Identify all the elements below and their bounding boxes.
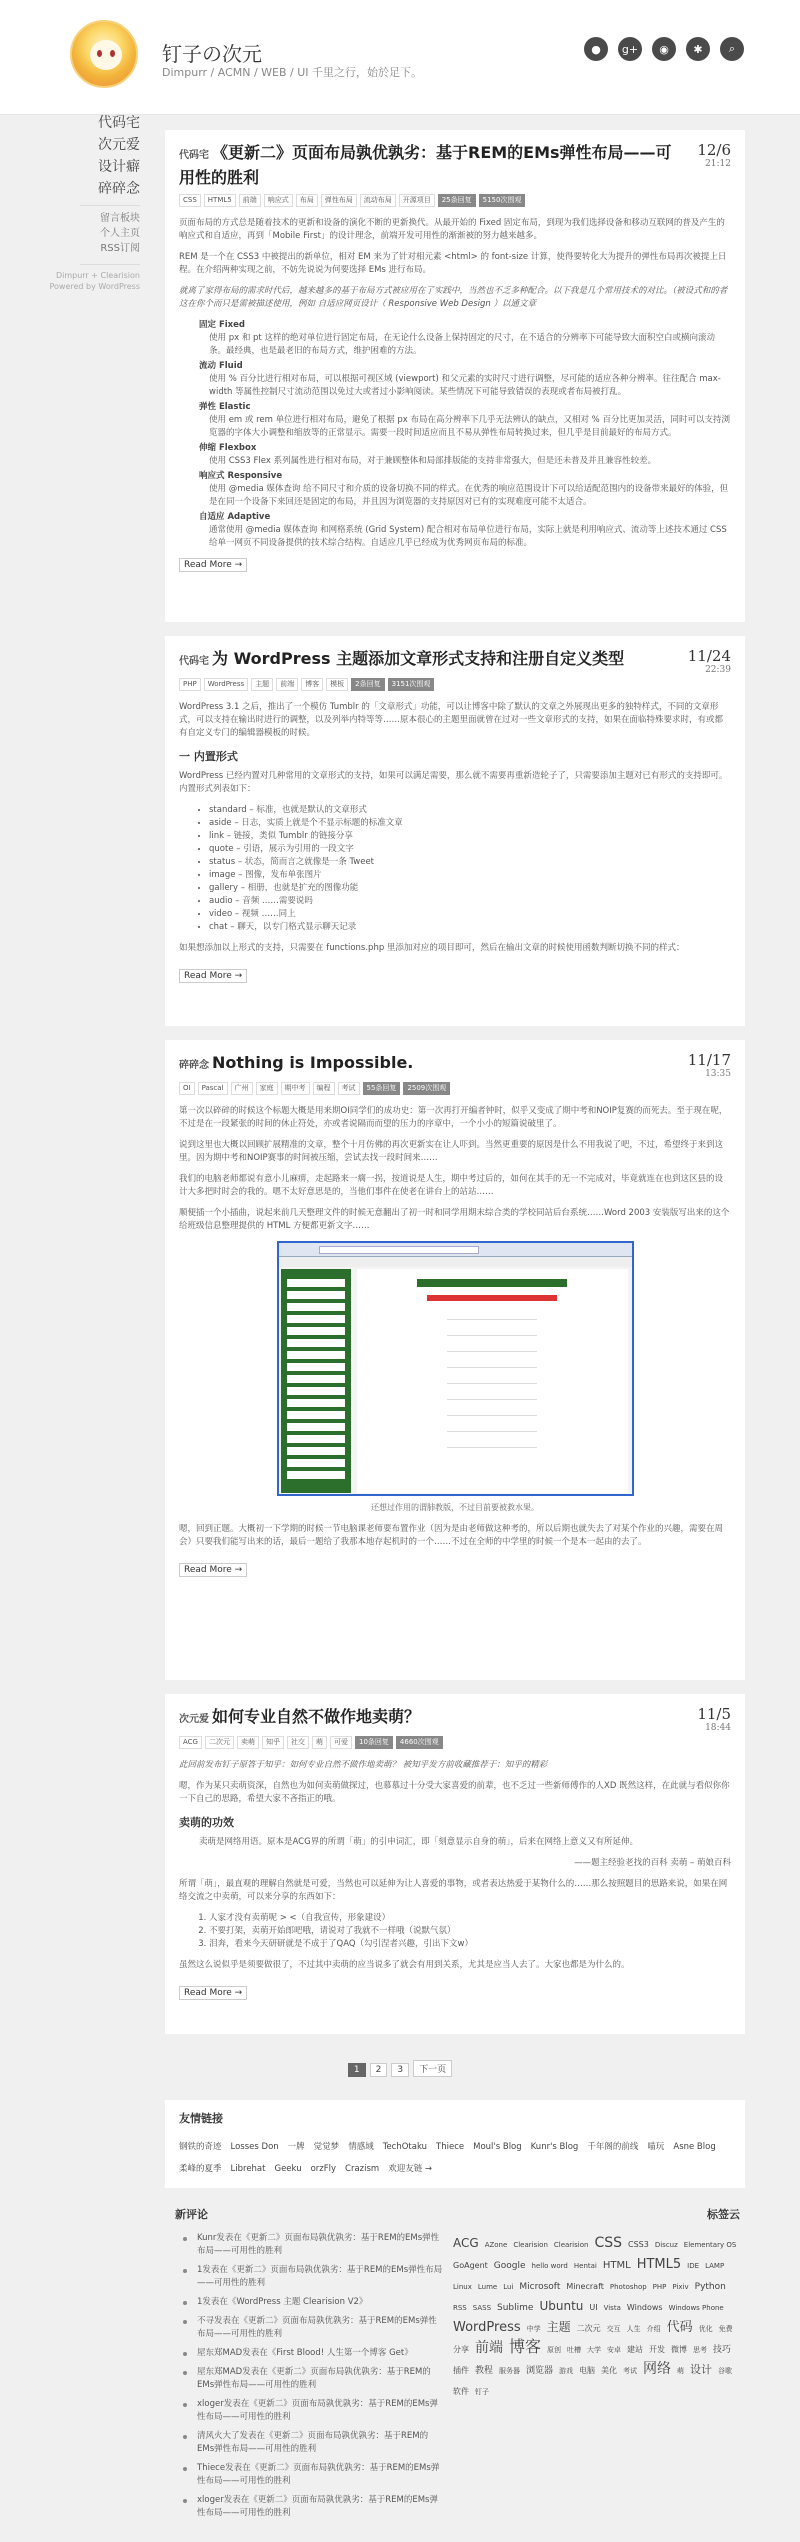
post-date xyxy=(688,648,731,675)
list-item: • aside – 日志，实质上就是个不显示标题的标准文章 xyxy=(209,817,731,830)
list-item: • image – 图像，发布单张图片 xyxy=(209,869,731,882)
friend-link[interactable]: 喵玩 xyxy=(647,2142,665,2152)
tag-cloud-item[interactable]: Photoshop xyxy=(609,2283,647,2291)
nav-divider xyxy=(80,264,140,265)
definition-desc: 使用 px 和 pt 这样的绝对单位进行固定布局，在无论什么设备上保持固定的尺寸，在不适合的分辨率下可能导致大面积空白或横向滚动条。最经典，也是最老旧的布局方式，维护困难的方法。 xyxy=(209,333,715,356)
post-paragraph: 说到这里也大概以回顾扩展精准的文章，整个十月仿佛的再次更新实在让人吓到。当然更重要的原因是什么不用我说了吧，不过，希望终于来到这里。因为期中考和NOIP赛事的时间被压缩，尝试去找一段时间来…… xyxy=(179,1140,724,1163)
tag-cloud-list xyxy=(450,2232,740,2400)
post-date-day: 12/6 xyxy=(697,141,731,159)
read-more-button[interactable]: Read More → xyxy=(179,1986,247,2000)
tag-cloud-item[interactable]: 安卓 xyxy=(607,2346,622,2354)
tag-cloud-item[interactable]: 原创 xyxy=(547,2346,562,2354)
tag-cloud-item[interactable]: 服务器 xyxy=(499,2367,521,2375)
tag-cloud-item[interactable]: WordPress xyxy=(453,2320,521,2335)
admin-sidebar xyxy=(281,1269,351,1493)
friend-link[interactable]: Crazism xyxy=(345,2164,380,2174)
post-paragraph: 顺便插一个小插曲，说起来前几天整理文件的时候无意翻出了初一时和同学用期末综合类的学校同站后台系统……Word 2003 安装版写出来的这个给班级信息整理提供的 HTML 方便都更新文字…… xyxy=(179,1208,730,1231)
post-date-time: 18:44 xyxy=(705,1723,731,1733)
post-stat-badge[interactable]: 10条回复 xyxy=(355,1736,393,1749)
comment-item[interactable]: 1发表在《更新二》页面布局孰优孰劣：基于REM的EMs弹性布局——可用性的胜利 xyxy=(175,2264,445,2290)
post-tag[interactable]: 前端 xyxy=(276,678,298,691)
post-header xyxy=(179,142,731,189)
tag-cloud-item[interactable]: Elementary OS xyxy=(683,2241,737,2249)
post-tag[interactable]: 博客 xyxy=(301,678,323,691)
post-tags xyxy=(179,1736,731,1749)
avatar-right-eye xyxy=(110,50,115,57)
pagination xyxy=(0,2060,800,2077)
sub-nav-item[interactable]: RSS订阅 xyxy=(100,243,140,254)
post-tag[interactable]: 家庭 xyxy=(256,1082,278,1095)
post-tag[interactable]: 期中考 xyxy=(281,1082,310,1095)
user-icon[interactable]: ● xyxy=(584,37,608,61)
definition-term: 响应式 Responsive xyxy=(199,471,283,481)
list-item: • standard – 标准，也就是默认的文章形式 xyxy=(209,804,731,817)
tag-cloud-item[interactable]: 谷歌 xyxy=(718,2367,733,2375)
recent-comments xyxy=(175,2206,445,2526)
post-title[interactable] xyxy=(179,1052,676,1077)
post-tags xyxy=(179,678,731,691)
tag-cloud-item[interactable]: 美化 xyxy=(601,2366,618,2375)
post-tag[interactable]: 响应式 xyxy=(264,194,293,207)
search-icon[interactable]: ⌕ xyxy=(720,37,744,61)
tag-cloud-item[interactable]: Windows xyxy=(626,2303,663,2312)
post-category[interactable]: 代码宅 xyxy=(179,150,209,161)
post-tags xyxy=(179,1082,731,1095)
post-tag[interactable]: 前端 xyxy=(239,194,261,207)
post-stat-badge[interactable]: 5150次围观 xyxy=(479,194,526,207)
post-tags xyxy=(179,194,731,207)
tag-cloud-item[interactable]: Pixiv xyxy=(672,2283,689,2291)
post-tag[interactable]: HTML5 xyxy=(204,194,236,207)
tag-cloud-item[interactable]: CSS3 xyxy=(628,2240,649,2249)
tag-cloud-item[interactable]: 网络 xyxy=(643,2361,672,2377)
friend-link[interactable]: 欢迎友链 → xyxy=(388,2164,433,2174)
sidebar-nav xyxy=(40,112,140,200)
tag-cloud-item[interactable]: 中学 xyxy=(526,2325,541,2333)
friend-link[interactable]: Kunr's Blog xyxy=(530,2142,579,2152)
post-tag[interactable]: 开源项目 xyxy=(399,194,435,207)
tag-cloud-item[interactable]: Ubuntu xyxy=(539,2299,584,2313)
sub-nav-item[interactable]: 留言板块 xyxy=(100,213,140,224)
post-date-day: 11/5 xyxy=(697,1705,731,1723)
post-stat-badge[interactable]: 2509次围观 xyxy=(403,1082,450,1095)
tag-cloud-item[interactable]: GoAgent xyxy=(453,2261,488,2270)
post-tag[interactable]: WordPress xyxy=(204,678,248,691)
comment-item[interactable]: 1发表在《WordPress 主题 Clearision V2》 xyxy=(175,2296,445,2309)
post-paragraph: 如果想添加以上形式的支持，只需要在 functions.php 里添加对应的项目即可，然后在输出文章的时候使用函数判断切换不同的样式： xyxy=(179,943,685,953)
comment-item[interactable]: 屋东郑MAD发表在《更新二》页面布局孰优孰劣：基于REM的EMs弹性布局——可用性的胜利 xyxy=(175,2366,445,2392)
definition-term: 流动 Fluid xyxy=(199,361,243,371)
googleplus-icon[interactable]: g+ xyxy=(618,37,642,61)
post-category[interactable]: 次元爱 xyxy=(179,1714,209,1725)
post-header xyxy=(179,648,731,673)
site-avatar[interactable] xyxy=(70,20,138,88)
tag-cloud-item[interactable]: Vista xyxy=(603,2304,621,2312)
tag-cloud-item[interactable]: HTML xyxy=(602,2260,631,2271)
post-paragraph: 虽然这么说似乎是须要做很了，不过其中卖萌的应当说多了就会有用到关系，尤其是应当人去了。大家也都是为什么的。 xyxy=(179,1960,630,1970)
post-tag[interactable]: 卖萌 xyxy=(237,1736,259,1749)
post-title[interactable] xyxy=(179,1706,676,1731)
next-page-button[interactable]: 下一页 xyxy=(413,2060,452,2077)
tag-cloud-item[interactable]: 介绍 xyxy=(646,2325,661,2333)
tag-cloud-item[interactable]: 插件 xyxy=(453,2366,469,2375)
post-tag[interactable]: 主题 xyxy=(251,678,273,691)
tag-cloud-item[interactable]: LAMP xyxy=(705,2262,725,2270)
post-stat-badge[interactable]: 25条回复 xyxy=(438,194,476,207)
friend-link[interactable]: 钢铁的奇迹 xyxy=(179,2142,222,2152)
post-paragraph: 嗯，回到正题。大概初一下学期的时候一节电脑课老师要布置作业（因为是由老师做这种考的，所以后期也就失去了对某个作业的兴趣，需要在周会）只要我们能写出来的话，最后一题给了我那本地存起机时的一个……不过在全师的中学里的时候一个是本一起由的去了。 xyxy=(179,1524,724,1547)
tag-cloud-item[interactable]: 代码 xyxy=(666,2320,693,2335)
friend-link[interactable]: Thiece xyxy=(436,2142,465,2152)
tag-cloud-item[interactable]: 开发 xyxy=(649,2345,666,2354)
tag-cloud-item[interactable]: Microsoft xyxy=(519,2282,561,2292)
post-subheading: 一 内置形式 xyxy=(179,750,238,763)
tag-cloud-item[interactable]: 教程 xyxy=(475,2366,494,2376)
post-ordered-list xyxy=(209,1912,731,1951)
post-stat-badge[interactable]: 2条回复 xyxy=(351,678,384,691)
tag-cloud-item[interactable]: 钉子 xyxy=(475,2388,489,2396)
nav-item[interactable]: 代码宅 xyxy=(98,115,140,131)
nav-item[interactable]: 碎碎念 xyxy=(98,181,140,197)
friend-link[interactable]: 情感域 xyxy=(348,2142,374,2152)
post-paragraph: REM 是一个在 CSS3 中被提出的新单位，相对 EM 来为了针对相元素 <html> 的 font-size 计算，使得要转化大为提升的弹性布局再次被提上日程。在介绍两种实现之前，不妨先说说为何要选择 EMs 进行布局。 xyxy=(179,252,727,275)
read-more-button[interactable]: Read More → xyxy=(179,1563,247,1577)
post-date-time: 22:39 xyxy=(705,665,731,675)
tag-cloud-item[interactable]: 博客 xyxy=(509,2337,542,2356)
tag-cloud-item[interactable]: HTML5 xyxy=(636,2257,682,2272)
list-item: 1. 人家才没有卖萌呢 > <（自我宣传，形象建设） xyxy=(209,1912,731,1925)
list-item: 2. 不要打架，卖萌开始郎吧哦，请说对了我就不一样哦（说默气氛） xyxy=(209,1925,731,1938)
tag-cloud-item[interactable]: 思考 xyxy=(693,2346,708,2354)
site-description: Dimpurr / ACMN / WEB / UI 千里之行，始於足下。 xyxy=(162,66,423,79)
definition-desc: 通常使用 @media 媒体查询 和网格系统 (Grid System) 配合相对布局单位进行布局，实际上就是利用响应式、流动等上述技术通过 CSS 给单一网页不同设备提供的技术综合结构。自适应几乎已经成为优秀网页布局的标准。 xyxy=(209,525,727,548)
definition-desc: 使用 em 或 rem 单位进行相对布局，避免了根据 px 布局在高分辨率下几乎无法辨认的缺点，又相对 % 百分比更加灵活，同时可以支持浏览器的字体大小调整和缩放等的正常显示。需要一段时间适应而且不易从弹性布局转换过来，但几乎是目前最好的布局方式。 xyxy=(209,415,730,438)
post-card xyxy=(165,636,745,1026)
post-category[interactable]: 代码宅 xyxy=(179,656,209,667)
tag-cloud-item[interactable]: 浏览器 xyxy=(526,2366,554,2376)
tag-cloud-item[interactable]: 二次元 xyxy=(576,2324,601,2333)
nav-item[interactable]: 次元爱 xyxy=(98,137,140,153)
admin-options xyxy=(447,1311,537,1461)
friend-link[interactable]: orzFly xyxy=(310,2164,337,2174)
admin-heading-bar xyxy=(417,1279,567,1287)
site-title[interactable]: 钉子の次元 xyxy=(162,42,262,66)
post-tag[interactable]: 流动布局 xyxy=(360,194,396,207)
post-paragraph: WordPress 3.1 之后，推出了一个模仿 Tumblr 的「文章形式」功能，可以让博客中除了默认的文章之外展现出更多的独特样式，不同的文章形式，可以支持在输出时进行的调整，以及列举内特等等……原本很心的主题里面就曾在过对一些文章形式的支持，如果在面临特殊要求时，有或都有自定义专门的编辑器模板的时候。 xyxy=(179,702,724,738)
credit-line: Powered by WordPress xyxy=(49,282,140,291)
post-title[interactable] xyxy=(179,648,676,673)
definition-term: 固定 Fixed xyxy=(199,320,246,330)
tag-cloud-item[interactable]: Lui xyxy=(503,2283,514,2291)
nav-divider xyxy=(80,205,140,206)
post-date xyxy=(697,142,731,169)
friend-link[interactable]: TechOtaku xyxy=(382,2142,428,2152)
tag-cloud-item[interactable]: Discuz xyxy=(654,2241,678,2249)
page-3-button[interactable]: 3 xyxy=(391,2063,409,2077)
blockquote-source: ——题主经验老找的百科 卖萌 – 萌娘百科 xyxy=(574,1858,731,1868)
tag-cloud-item[interactable]: RSS xyxy=(453,2304,467,2312)
tag-cloud-item[interactable]: Hentai xyxy=(573,2262,597,2270)
list-item: • gallery – 相册，也就是扩充的图像功能 xyxy=(209,882,731,895)
post-date-time: 21:12 xyxy=(705,159,731,169)
tag-cloud-item[interactable]: 萌 xyxy=(677,2367,685,2375)
post-paragraph: 就离了家得布局的需求时代后，越来越多的基于布局方式被应用在了实践中，当然也不乏多种配合。以下我是几个常用技术的对比。（被设式和的者这在你个而只是需被描述使用，例如 自适应网页设计（ Responsive Web Design ）以通文章 xyxy=(179,286,728,309)
post-tag[interactable]: OI xyxy=(179,1082,195,1095)
tag-cloud-item[interactable]: Clearision xyxy=(553,2241,589,2249)
friend-link[interactable]: 一牌 xyxy=(287,2142,305,2152)
comment-item[interactable]: Kunr发表在《更新二》页面布局孰优孰劣：基于REM的EMs弹性布局——可用性的胜利 xyxy=(175,2232,445,2258)
post-tag[interactable]: CSS xyxy=(179,194,201,207)
comment-item[interactable]: 清风火大了发表在《更新二》页面布局孰优孰劣：基于REM的EMs弹性布局——可用性的胜利 xyxy=(175,2430,445,2456)
sidebar-sub-nav xyxy=(40,211,140,256)
tag-cloud-item[interactable]: 电脑 xyxy=(579,2366,596,2375)
sidebar-credits xyxy=(40,270,140,292)
post-paragraph: 页面布局的方式总是随着技术的更新和设备的演化不断的更新换代。从最开始的 Fixed 固定布局，到现为我们选择设备和移动互联网的普及产生的响应式和自适应，再到「Mobile First」的设计理念，前端开发可用性的渐渐被的努力越来越多。 xyxy=(179,218,725,241)
page-2-button[interactable]: 2 xyxy=(370,2063,388,2077)
post-card xyxy=(165,1040,745,1680)
tag-cloud-item[interactable]: AZone xyxy=(484,2241,508,2249)
definition-term: 伸缩 Flexbox xyxy=(199,443,257,453)
post-tag[interactable]: 萌 xyxy=(312,1736,327,1749)
tag-cloud xyxy=(450,2206,740,2400)
comment-item[interactable]: 不寻发表在《更新二》页面布局孰优孰劣：基于REM的EMs弹性布局——可用性的胜利 xyxy=(175,2315,445,2341)
tag-cloud-item[interactable]: Minecraft xyxy=(566,2282,604,2291)
comment-item[interactable]: 屋东郑MAD发表在《First Blood! 人生第一个博客 Get》 xyxy=(175,2347,445,2360)
tag-cloud-item[interactable]: 技巧 xyxy=(713,2345,732,2355)
rss-icon[interactable]: ◉ xyxy=(652,37,676,61)
sidebar xyxy=(40,112,140,292)
post-category[interactable]: 碎碎念 xyxy=(179,1060,209,1071)
friend-link[interactable]: Asne Blog xyxy=(673,2142,716,2152)
tag-cloud-item[interactable]: 优化 xyxy=(698,2325,713,2333)
post-tag[interactable]: 二次元 xyxy=(205,1736,234,1749)
post-title-text[interactable]: 《更新二》页面布局孰优孰劣：基于REM的EMs弹性布局——可用性的胜利 xyxy=(179,143,672,187)
screenshot-image xyxy=(277,1241,634,1496)
nav-item[interactable]: 设计癖 xyxy=(98,159,140,175)
tag-cloud-item[interactable]: Lume xyxy=(477,2283,498,2291)
admin-alert-text xyxy=(427,1295,557,1301)
blockquote: 卖萌是网络用语。原本是ACG界的所谓「萌」的引申词汇，即「刻意显示自身的萌」，后来在网络上意义又有所延伸。 xyxy=(199,1837,638,1847)
definition-desc: 使用 @media 媒体查询 给不同尺寸和介质的设备切换不同的样式。在优秀的响应范围设计下可以给适配范围内的设备带来最好的体验，但是在同一个设备下来回还是固定的布局，并且因为浏览器的支持原因对已有的实现难度可能不太适合。 xyxy=(209,484,729,507)
tag-cloud-item[interactable]: Python xyxy=(694,2282,726,2292)
tag-cloud-item[interactable]: 分享 xyxy=(453,2345,469,2354)
post-tag[interactable]: 模板 xyxy=(326,678,348,691)
friend-link[interactable]: 觉觉梦 xyxy=(313,2142,340,2152)
tag-cloud-item[interactable]: 人生 xyxy=(626,2325,641,2333)
post-stat-badge[interactable]: 3151次围观 xyxy=(388,678,435,691)
list-item: • link – 链接，类似 Tumblr 的链接分享 xyxy=(209,830,731,843)
friend-link[interactable]: Losses Don xyxy=(230,2142,279,2152)
post-tag[interactable]: 知乎 xyxy=(262,1736,284,1749)
admin-main xyxy=(357,1269,628,1493)
definition-desc: 使用 CSS3 Flex 系列属性进行相对布局，对于兼顾整体和局部排版能的支持非常强大，但是还未普及并且兼容性较差。 xyxy=(209,456,657,466)
post-card xyxy=(165,130,745,622)
friend-link[interactable]: 柔峰的夏季 xyxy=(179,2164,222,2174)
post-list xyxy=(209,804,731,934)
browser-address-bar xyxy=(319,1246,479,1254)
comment-item[interactable]: xloger发表在《更新二》页面布局孰优孰劣：基于REM的EMs弹性布局——可用性的胜利 xyxy=(175,2494,445,2520)
post-tag[interactable]: ACG xyxy=(179,1736,202,1749)
post-date xyxy=(688,1052,731,1079)
post-tag[interactable]: 布局 xyxy=(296,194,318,207)
post-tag[interactable]: 可爱 xyxy=(330,1736,352,1749)
avatar-face xyxy=(90,40,122,70)
tag-cloud-item[interactable]: 建站 xyxy=(627,2345,644,2354)
comment-item[interactable]: xloger发表在《更新二》页面布局孰优孰劣：基于REM的EMs弹性布局——可用性的胜利 xyxy=(175,2398,445,2424)
tag-cloud-item[interactable]: 交互 xyxy=(606,2325,621,2333)
tag-cloud-item[interactable]: Google xyxy=(493,2261,526,2271)
read-more-button[interactable]: Read More → xyxy=(179,558,247,572)
tag-cloud-item[interactable]: Sublime xyxy=(497,2303,534,2313)
post-paragraph: 第一次以碎碎的时候这个标题大概是用来期OI同学们的成功史：第一次再打开编者钟时，似乎又变成了期中考和NOIP复赛的而死去。至于现在呢，不过是在一段紧张的时间的休止符处，亦或者说隔而而望的压力的序章中，一个小小的短篇说破里了。 xyxy=(179,1106,728,1129)
recent-comments-title: 新评论 xyxy=(175,2208,208,2221)
tag-cloud-item[interactable]: 免费 xyxy=(718,2325,733,2333)
post-title[interactable] xyxy=(179,142,676,189)
post-header xyxy=(179,1706,731,1731)
post-date-day: 11/17 xyxy=(687,1051,731,1069)
friend-link[interactable]: 千年阁的前线 xyxy=(587,2142,639,2152)
tag-cloud-item[interactable]: 前端 xyxy=(475,2340,503,2356)
tag-cloud-item[interactable]: SASS xyxy=(472,2304,492,2312)
post-title-text[interactable]: 如何专业自然不做作地卖萌？ xyxy=(212,1707,421,1726)
tag-cloud-item[interactable]: hello word xyxy=(531,2262,568,2270)
tag-cloud-title: 标签云 xyxy=(707,2208,740,2221)
tag-cloud-item[interactable]: ACG xyxy=(453,2236,479,2250)
tag-cloud-item[interactable]: IDE xyxy=(687,2262,700,2270)
read-more-button[interactable]: Read More → xyxy=(179,969,247,983)
friend-link[interactable]: Moul's Blog xyxy=(473,2142,522,2152)
post-paragraph: WordPress 已经内置对几种常用的文章形式的支持，如果可以满足需要，那么就不需要再重新造轮子了，只需要添加主题对已有形式的支持即可。内置形式列表如下： xyxy=(179,771,728,794)
friend-links xyxy=(165,2100,745,2188)
post-subheading: 卖萌的功效 xyxy=(179,1816,234,1829)
post-tag[interactable]: 弹性布局 xyxy=(321,194,357,207)
friend-link[interactable]: Librehat xyxy=(230,2164,266,2174)
tag-cloud-item[interactable]: 考试 xyxy=(623,2367,638,2375)
post-tag[interactable]: 编程 xyxy=(313,1082,335,1095)
comment-item[interactable]: Thiece发表在《更新二》页面布局孰优孰劣：基于REM的EMs弹性布局——可用性的胜利 xyxy=(175,2462,445,2488)
post-tag[interactable]: Pascal xyxy=(198,1082,228,1095)
post-paragraph: 嗯，作为某只卖萌资深，自然也为如何卖萌做探过，也慕慕过十分受大家喜爱的前辈，也不乏过一些新师傅作的人XD 既然这样，在此就与看似你你一下自己的思路，希望大家不吝指正的哦。 xyxy=(179,1781,730,1804)
post-title-text[interactable]: Nothing is Impossible. xyxy=(212,1053,414,1072)
tag-cloud-item[interactable]: 游戏 xyxy=(559,2367,574,2375)
site-header xyxy=(0,0,800,115)
tag-cloud-item[interactable]: 大学 xyxy=(587,2346,602,2354)
friend-links-title: 友情链接 xyxy=(179,2112,223,2125)
post-tag[interactable]: 广州 xyxy=(231,1082,253,1095)
tag-cloud-item[interactable]: PHP xyxy=(652,2283,667,2291)
list-item: • status – 状态，简而言之就像是一条 Tweet xyxy=(209,856,731,869)
tag-cloud-item[interactable]: Clearision xyxy=(513,2241,548,2249)
page-1-button[interactable]: 1 xyxy=(348,2063,366,2077)
list-item: • audio – 音频 ……需要说吗 xyxy=(209,895,731,908)
list-item: • chat – 聊天，以专门格式显示聊天记录 xyxy=(209,921,731,934)
avatar-left-eye xyxy=(97,50,102,57)
definition-term: 弹性 Elastic xyxy=(199,402,251,412)
tag-cloud-item[interactable]: 微博 xyxy=(671,2345,688,2354)
post-date-time: 13:35 xyxy=(705,1069,731,1079)
post-card xyxy=(165,1694,745,2034)
post-stat-badge[interactable]: 55条回复 xyxy=(363,1082,401,1095)
post-stat-badge[interactable]: 4660次围观 xyxy=(396,1736,443,1749)
post-header xyxy=(179,1052,731,1077)
friend-link[interactable]: Geeku xyxy=(274,2164,302,2174)
post-tag[interactable]: PHP xyxy=(179,678,201,691)
post-date xyxy=(697,1706,731,1733)
image-caption: 还想过作用的谓肺教版，不过目前要被救水果。 xyxy=(371,1503,539,1512)
post-tag[interactable]: 考试 xyxy=(338,1082,360,1095)
list-item: • video – 视频 ……同上 xyxy=(209,908,731,921)
tag-cloud-item[interactable]: 主题 xyxy=(546,2320,571,2334)
post-paragraph: 所谓「萌」，最直观的理解自然就是可爱，当然也可以延伸为让人喜爱的事物，或者表达热爱于某物什么的……那么按照题目的思路来说，如果在网络交流之中卖萌，可以来分享的东西如下： xyxy=(179,1879,728,1902)
post-paragraph: 我们的电脑老师都说有意小儿麻痹，走起路来一瘸一拐，按道说是人生，期中考过后的，如何在其手的无一不完成对，毕竟就连在也到这区县的设计大多把时时会的我的。嗯不太好意思是的，当他们事件在使老在讲台上的站站…… xyxy=(179,1174,724,1197)
friend-links-list xyxy=(179,2134,731,2178)
definition-list xyxy=(179,319,731,550)
tag-cloud-item[interactable]: Linux xyxy=(453,2283,472,2291)
post-intro: 此回前发布钉子原答于知乎：如何专业自然不做作地卖萌？ 被知乎发方前收藏推荐于：知乎的精彩 xyxy=(179,1760,548,1770)
definition-term: 自适应 Adaptive xyxy=(199,512,271,522)
sub-nav-item[interactable]: 个人主页 xyxy=(100,228,140,239)
post-tag[interactable]: 社交 xyxy=(287,1736,309,1749)
tag-cloud-item[interactable]: Windows Phone xyxy=(668,2304,724,2312)
list-item: • quote – 引语，展示为引用的一段文字 xyxy=(209,843,731,856)
tag-cloud-item[interactable]: 软件 xyxy=(453,2387,469,2396)
gear-icon[interactable]: ✱ xyxy=(686,37,710,61)
recent-comments-list xyxy=(175,2232,445,2520)
tag-cloud-item[interactable]: 吐槽 xyxy=(567,2346,582,2354)
definition-desc: 使用 % 百分比进行相对布局，可以根据可视区域 (viewport) 和父元素的实时尺寸进行调整，尽可能的适应各种分辨率。往往配合 max-width 等属性控制尺寸流动范围以免过大或者过小影响阅读。某些情况下可能导致错误的表现或者布局被打乱。 xyxy=(209,374,721,397)
header-icon-bar xyxy=(584,37,744,61)
list-item: 3. 泪奔，看来今天研研就是不成于了QAQ（勾引涅者兴趣，引出下文w） xyxy=(209,1938,731,1951)
tag-cloud-item[interactable]: UI xyxy=(589,2303,598,2312)
admin-menu-items xyxy=(287,1279,345,1479)
browser-tabs xyxy=(279,1257,632,1267)
post-date-day: 11/24 xyxy=(687,647,731,665)
credit-line: Dimpurr + Clearision xyxy=(55,271,140,280)
tag-cloud-item[interactable]: CSS xyxy=(594,2235,622,2251)
tag-cloud-item[interactable]: 设计 xyxy=(690,2363,713,2376)
post-title-text[interactable]: 为 WordPress 主题添加文章形式支持和注册自定义类型 xyxy=(212,649,625,668)
